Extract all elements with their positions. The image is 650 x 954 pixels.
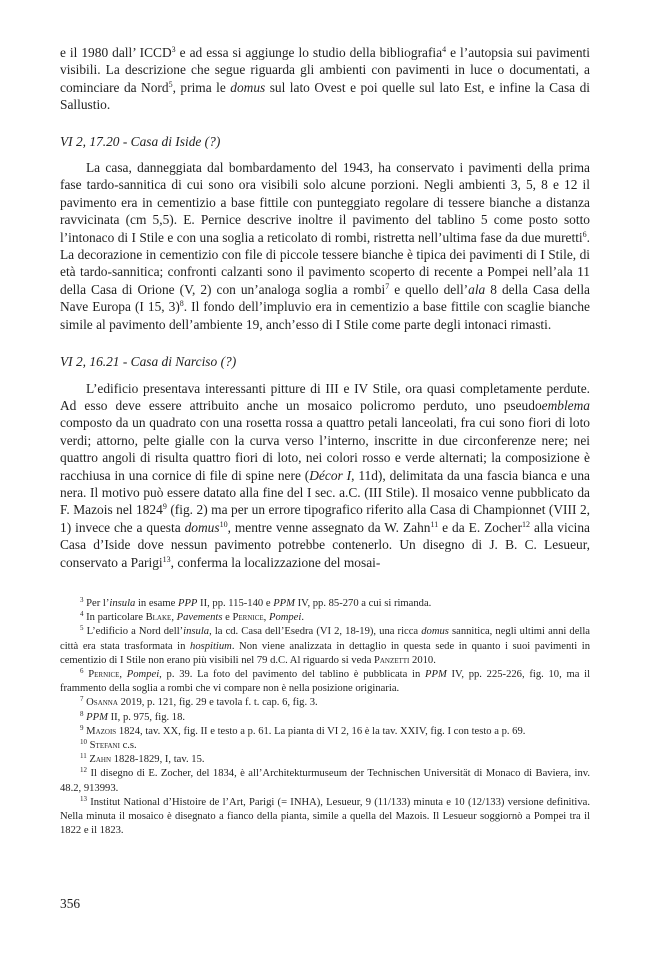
section-heading-casa-di-narciso: VI 2, 16.21 - Casa di Narciso (?) bbox=[60, 354, 237, 370]
footnote-7: $^7$ Osanna 2019, p. 121, fig. 29 e tavola f. t. cap. 6, fig. 3. bbox=[80, 695, 318, 709]
footnote-ref[interactable]: 12 bbox=[522, 519, 531, 529]
section-heading-casa-di-iside: VI 2, 17.20 - Casa di Iside (?) bbox=[60, 133, 221, 149]
page-number: 356 bbox=[60, 896, 81, 911]
footnotes bbox=[60, 597, 590, 838]
footnote-ref[interactable]: 9 bbox=[162, 502, 167, 512]
footnote-9: $^9$ Mazois 1824, tav. XX, fig. II e testo a p. 61. La pianta di VI 2, 16 è la tav. XXIV, fig. I con testo a p. 69. bbox=[80, 723, 526, 737]
footnote-12: $^{12}$ Il disegno di E. Zocher, del 1834, è all’Architekturmuseum der Technischen Universität di Monaco di Baviera, inv. 48.2, 913993. bbox=[60, 766, 591, 794]
footnote-4: $^4$ In particolare Blake, Pavements e Pernice, Pompei. bbox=[80, 610, 304, 624]
footnote-ref[interactable]: 8 bbox=[179, 299, 184, 309]
footnote-ref[interactable]: 13 bbox=[162, 554, 171, 564]
footnote-11: $^{11}$ Zahn 1828-1829, I, tav. 15. bbox=[80, 752, 205, 766]
section2-paragraph: L’edificio presentava interessanti pitture di III e IV Stile, ora quasi completamente perdute. Ad esso deve essere attribuito anche un mosaico policromo perduto, uno pseudoemblema composto da un quadrato con una rosetta rossa a quattro petali lanceolati, fra cui sono fiori di loto verdi; attorno, pelte gialle con la curva verso l’interno, inscritte in due circonferenze nere; nei quattro angoli di risulta quattro fiori di loto, nei colori rosso e verde alternati; la composizione è racchiusa in una cornice di file di spine nere (Décor I, 11d), delimitata da una fascia bianca e una nera. Il motivo può essere datato alla fine del I sec. a.C. (III Stile). Il mosaico venne pubblicato da F. Mazois nel 1824$^9$ (fig. 2) ma per un errore tipografico riferito alla Casa di Championnet (VIII 2, 1) invece che a questa domus$^{10}$, mentre venne assegnato da W. Zahn$^{11}$ e da E. Zocher$^{12}$ alla vicina Casa d’Iside dove nessun pavimento potrebbe contenerlo. Un disegno di J. B. C. Lesueur, conservato a Parigi$^{13}$, conferma la localizzazione del mosai- bbox=[60, 380, 590, 570]
footnote-ref[interactable]: 7 bbox=[385, 281, 390, 291]
footnote-ref[interactable]: 6 bbox=[582, 229, 587, 239]
footnote-ref[interactable]: 10 bbox=[219, 519, 228, 529]
footnote-10: $^{10}$ Stefani c.s. bbox=[80, 738, 137, 751]
footnote-5: $^5$ L’edificio a Nord dell’insula, la cd. Casa dell’Esedra (VI 2, 18-19), una ricca domus sannitica, negli ultimi anni della città era stata trasformata in hospitium. Non viene analizzata in dettaglio in questa sede in quanto i suoi pavimenti in cementizio di I Stile non erano più visibili nel 79 d.C. Al riguardo si veda Panzetti 2010. bbox=[60, 624, 591, 666]
intro-paragraph: e il 1980 dall’ ICCD$^3$ e ad essa si aggiunge lo studio della bibliografia$^4$ e l’autopsia sui pavimenti visibili. La descrizione che segue riguarda gli ambienti con pavimenti in luce o documentati, a cominciare da Nord$^5$, prima le domus sul lato Ovest e poi quelle sul lato Est, e infine la Casa di Sallustio. bbox=[60, 45, 590, 113]
footnote-8: $^8$ PPM II, p. 975, fig. 18. bbox=[80, 709, 186, 723]
section1-paragraph: La casa, danneggiata dal bombardamento del 1943, ha conservato i pavimenti della prima fase tardo-sannitica di cui sono ora visibili solo alcune porzioni. Negli ambienti 3, 5, 8 e 12 il pavimento era in cementizio a base fittile con punteggiato regolare di tessere bianche a distanza ravvicinata (cm 5,5). E. Pernice descrive inoltre il pavimento del tablino 5 come posto sotto l’intonaco di I Stile e con una soglia a reticolato di rombi, ristretta nell’ultima fase da due muretti$^6$. La decorazione in cementizio con file di piccole tessere bianche è tipica dei pavimenti di I Stile, di età tardo-sannitica; confronti calzanti sono il pavimento scoperto di recente a Pompei nell’ala 11 della Casa di Orione (V, 2) con un’analoga soglia a rombi$^7$ e quello dell’ala 8 della Casa della Nave Europa (I 15, 3)$^8$. Il fondo dell’impluvio era in cementizio a base fittile con scaglie bianche simile al pavimento dell’ambiente 19, anch’esso di I Stile come parte degli intonaci rimasti. bbox=[60, 160, 591, 332]
page-content bbox=[60, 44, 590, 838]
footnote-ref[interactable]: 4 bbox=[442, 45, 447, 54]
footnote-ref[interactable]: 3 bbox=[171, 45, 176, 54]
footnote-13: $^{13}$ Institut National d’Histoire de l’Art, Parigi (= INHA), Lesueur, 9 (11/133) minuta e 10 (12/133) versione definitiva. Nella minuta il mosaico è disegnato a fianco della pianta, simile a quella del Mazois. Il Lesueur soggiornò a Pompei tra il 1822 e il 1823. bbox=[60, 794, 591, 837]
footnote-ref[interactable]: 11 bbox=[430, 519, 439, 529]
footnote-3: $^3$ Per l’insula in esame PPP II, pp. 115-140 e PPM IV, pp. 85-270 a cui si rimanda. bbox=[80, 595, 432, 609]
footnote-ref[interactable]: 5 bbox=[168, 79, 173, 89]
footnote-6: $^6$ Pernice, Pompei, p. 39. La foto del pavimento del tablino è pubblicata in PPM IV, pp. 225-226, fig. 10, ma il frammento della soglia a rombi che vi compare non è nella posizione originaria. bbox=[60, 666, 591, 695]
